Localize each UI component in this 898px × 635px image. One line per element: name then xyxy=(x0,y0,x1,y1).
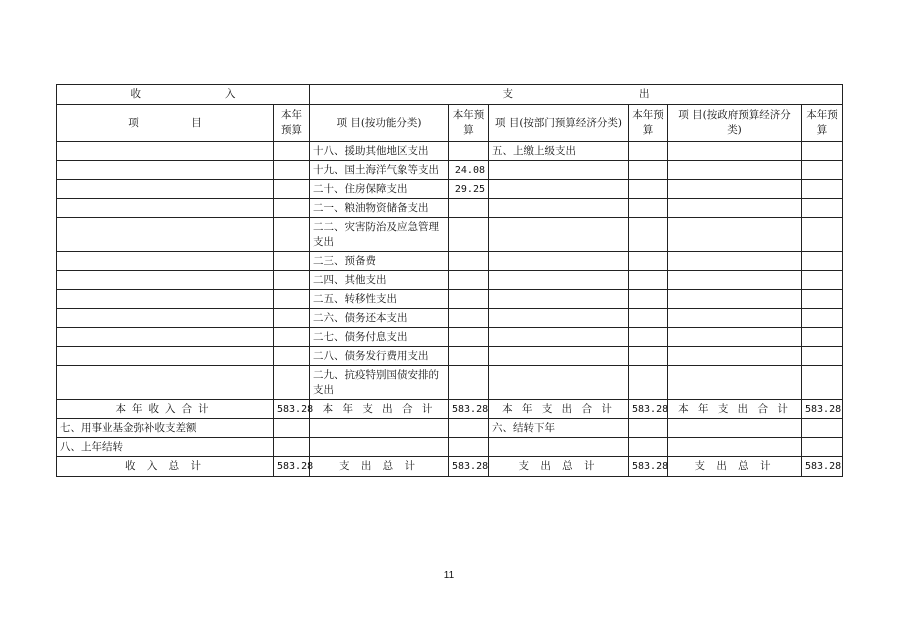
gov-total-val: 583.28 xyxy=(802,400,843,419)
income-total-val: 583.28 xyxy=(274,400,310,419)
income-item xyxy=(57,290,274,309)
gov-item xyxy=(668,180,802,199)
table-row xyxy=(57,347,843,366)
income-header-text: 收 入 xyxy=(130,88,236,100)
func-item: 二七、债务付息支出 xyxy=(310,328,449,347)
income-val xyxy=(274,328,310,347)
grand-func-label: 支 出 总 计 xyxy=(310,457,449,477)
income-total-label: 本年收入合计 xyxy=(57,400,274,419)
income-header xyxy=(57,85,310,105)
table-row xyxy=(57,218,843,252)
total-row xyxy=(57,400,843,419)
income-item xyxy=(57,328,274,347)
dept-val xyxy=(629,180,668,199)
grand-dept-label: 支 出 总 计 xyxy=(489,457,629,477)
empty-cell xyxy=(802,419,843,438)
dept-total-val: 583.28 xyxy=(629,400,668,419)
empty-cell xyxy=(274,438,310,457)
empty-cell xyxy=(629,438,668,457)
func-val xyxy=(449,328,489,347)
income-item xyxy=(57,366,274,400)
income-item xyxy=(57,347,274,366)
gov-val xyxy=(802,271,843,290)
gov-val xyxy=(802,347,843,366)
func-item: 二二、灾害防治及应急管理支出 xyxy=(310,218,449,252)
table-row xyxy=(57,328,843,347)
gov-val xyxy=(802,142,843,161)
income-val xyxy=(274,218,310,252)
dept-item xyxy=(489,309,629,328)
income-item xyxy=(57,309,274,328)
gov-item xyxy=(668,347,802,366)
func-total-val: 583.28 xyxy=(449,400,489,419)
gov-val xyxy=(802,199,843,218)
func-item: 二六、债务还本支出 xyxy=(310,309,449,328)
income-item xyxy=(57,218,274,252)
gov-item xyxy=(668,366,802,400)
table-row xyxy=(57,180,843,199)
gov-val xyxy=(802,309,843,328)
income-val xyxy=(274,290,310,309)
func-item: 二三、预备费 xyxy=(310,252,449,271)
dept-val xyxy=(629,328,668,347)
income-item xyxy=(57,142,274,161)
func-item: 二八、债务发行费用支出 xyxy=(310,347,449,366)
dept-item xyxy=(489,271,629,290)
dept-item xyxy=(489,199,629,218)
fund-gap-row xyxy=(57,419,843,438)
income-val xyxy=(274,309,310,328)
expense-header-text: 支 出 xyxy=(502,88,650,100)
func-total-label: 本 年 支 出 合 计 xyxy=(310,400,449,419)
carry-forward-out-label: 六、结转下年 xyxy=(489,419,629,438)
gov-item xyxy=(668,309,802,328)
empty-cell xyxy=(802,438,843,457)
empty-cell xyxy=(489,438,629,457)
income-val xyxy=(274,366,310,400)
grand-income-label: 收 入 总 计 xyxy=(57,457,274,477)
gov-val xyxy=(802,366,843,400)
income-val xyxy=(274,271,310,290)
col-func-header: 项 目(按功能分类) xyxy=(310,105,449,142)
empty-cell xyxy=(449,419,489,438)
func-item: 十九、国土海洋气象等支出 xyxy=(310,161,449,180)
empty-cell xyxy=(310,438,449,457)
col-budget-header-func: 本年预算 xyxy=(449,105,489,142)
income-val xyxy=(274,161,310,180)
col-dept-header: 项 目(按部门预算经济分类) xyxy=(489,105,629,142)
table-row xyxy=(57,252,843,271)
income-val xyxy=(274,347,310,366)
func-val xyxy=(449,252,489,271)
gov-val xyxy=(802,161,843,180)
func-val xyxy=(449,366,489,400)
income-item xyxy=(57,271,274,290)
income-val xyxy=(274,180,310,199)
expense-header xyxy=(310,85,843,105)
gov-item xyxy=(668,218,802,252)
income-item xyxy=(57,161,274,180)
dept-val xyxy=(629,309,668,328)
dept-item xyxy=(489,161,629,180)
grand-func-val: 583.28 xyxy=(449,457,489,477)
dept-val xyxy=(629,347,668,366)
gov-item xyxy=(668,199,802,218)
dept-val xyxy=(629,252,668,271)
grand-income-val: 583.28 xyxy=(274,457,310,477)
col-gov-header: 项 目(按政府预算经济分类) xyxy=(668,105,802,142)
dept-item xyxy=(489,290,629,309)
dept-item xyxy=(489,347,629,366)
gov-item xyxy=(668,252,802,271)
table-row xyxy=(57,271,843,290)
income-item xyxy=(57,252,274,271)
dept-val xyxy=(629,142,668,161)
gov-item xyxy=(668,328,802,347)
income-item xyxy=(57,180,274,199)
carry-forward-in-label: 八、上年结转 xyxy=(57,438,274,457)
header-row-2 xyxy=(57,105,843,142)
empty-cell xyxy=(449,438,489,457)
func-val xyxy=(449,218,489,252)
gov-val xyxy=(802,252,843,271)
func-val xyxy=(449,271,489,290)
empty-cell xyxy=(310,419,449,438)
income-val xyxy=(274,199,310,218)
func-val xyxy=(449,199,489,218)
func-item: 二四、其他支出 xyxy=(310,271,449,290)
empty-cell xyxy=(668,419,802,438)
carry-forward-row xyxy=(57,438,843,457)
grand-gov-label: 支 出 总 计 xyxy=(668,457,802,477)
header-row-1 xyxy=(57,85,843,105)
col-budget-header-income: 本年预算 xyxy=(274,105,310,142)
func-val xyxy=(449,142,489,161)
dept-val xyxy=(629,366,668,400)
dept-item xyxy=(489,252,629,271)
gov-val xyxy=(802,218,843,252)
func-val xyxy=(449,347,489,366)
col-budget-header-gov: 本年预算 xyxy=(802,105,843,142)
gov-val xyxy=(802,180,843,199)
empty-cell xyxy=(629,419,668,438)
fund-gap-val xyxy=(274,419,310,438)
budget-table xyxy=(56,84,843,477)
dept-val xyxy=(629,199,668,218)
func-item: 二五、转移性支出 xyxy=(310,290,449,309)
gov-total-label: 本 年 支 出 合 计 xyxy=(668,400,802,419)
fund-gap-label: 七、用事业基金弥补收支差额 xyxy=(57,419,274,438)
table-row xyxy=(57,199,843,218)
gov-item xyxy=(668,290,802,309)
func-item: 二一、粮油物资储备支出 xyxy=(310,199,449,218)
dept-item xyxy=(489,218,629,252)
dept-item xyxy=(489,180,629,199)
grand-total-row xyxy=(57,457,843,477)
func-item: 二十、住房保障支出 xyxy=(310,180,449,199)
gov-item xyxy=(668,142,802,161)
grand-dept-val: 583.28 xyxy=(629,457,668,477)
dept-val xyxy=(629,218,668,252)
dept-item xyxy=(489,366,629,400)
income-val xyxy=(274,252,310,271)
income-val xyxy=(274,142,310,161)
dept-val xyxy=(629,161,668,180)
func-val: 24.08 xyxy=(449,161,489,180)
dept-val xyxy=(629,290,668,309)
table-row xyxy=(57,309,843,328)
dept-item xyxy=(489,328,629,347)
col-item-header: 项 目 xyxy=(57,105,274,142)
col-budget-header-dept: 本年预算 xyxy=(629,105,668,142)
dept-val xyxy=(629,271,668,290)
table-row xyxy=(57,142,843,161)
table-row xyxy=(57,290,843,309)
grand-gov-val: 583.28 xyxy=(802,457,843,477)
func-item: 二九、抗疫特别国债安排的支出 xyxy=(310,366,449,400)
page-number: 11 xyxy=(443,570,455,581)
gov-item xyxy=(668,161,802,180)
func-val xyxy=(449,309,489,328)
func-item: 十八、援助其他地区支出 xyxy=(310,142,449,161)
dept-item: 五、上缴上级支出 xyxy=(489,142,629,161)
gov-item xyxy=(668,271,802,290)
func-val: 29.25 xyxy=(449,180,489,199)
gov-val xyxy=(802,290,843,309)
empty-cell xyxy=(668,438,802,457)
table-row xyxy=(57,366,843,400)
table-row xyxy=(57,161,843,180)
func-val xyxy=(449,290,489,309)
dept-total-label: 本 年 支 出 合 计 xyxy=(489,400,629,419)
gov-val xyxy=(802,328,843,347)
income-item xyxy=(57,199,274,218)
